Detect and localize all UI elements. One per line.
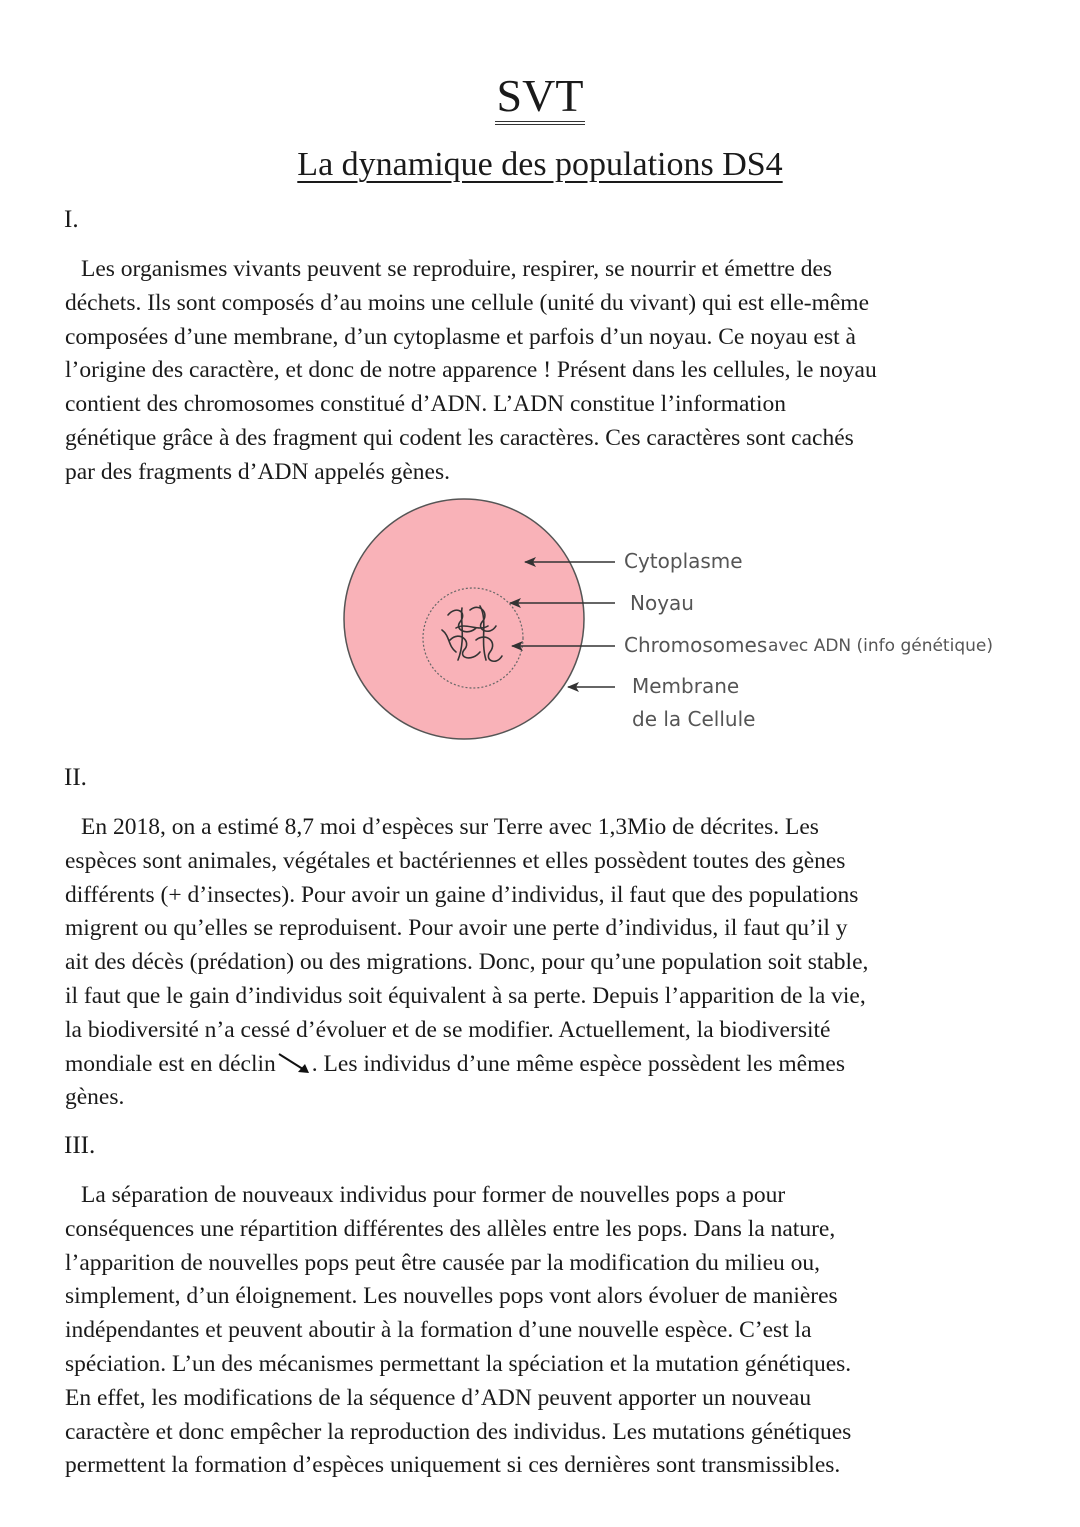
text-line: La séparation de nouveaux individus pour former de nouvelles pops a pour <box>81 1182 786 1208</box>
section-3-paragraph <box>65 1179 1025 1483</box>
label-chromosomes: Chromosomes <box>624 633 768 657</box>
section-heading-3: III. <box>64 1132 96 1159</box>
section-1-paragraph <box>65 253 1025 490</box>
text-line: déchets. Ils sont composés d’au moins une cellule (unité du vivant) qui est elle-même <box>65 289 870 316</box>
section-heading-2: II. <box>64 764 87 791</box>
page-subtitle: La dynamique des populations DS4 <box>297 146 783 183</box>
label-cytoplasme: Cytoplasme <box>624 549 743 573</box>
text-line: Les organismes vivants peuvent se reproduire, respirer, se nourrir et émettre des <box>81 256 833 282</box>
text-line: conséquences une répartition différentes des allèles entre les pops. Dans la nature, <box>65 1215 836 1242</box>
text-line: migrent ou qu’elles se reproduisent. Pour avoir une perte d’individus, il faut qu’il y <box>65 915 848 942</box>
text-line: spéciation. L’un des mécanismes permettant la spéciation et la mutation génétiques. <box>65 1350 852 1377</box>
label-chromosomes-note: avec ADN (info génétique) <box>768 636 993 656</box>
text-line: indépendantes et peuvent aboutir à la formation d’une nouvelle espèce. C’est la <box>65 1317 812 1344</box>
text-line: l’origine des caractère, et donc de notre apparence ! Présent dans les cellules, le noyau <box>65 357 877 384</box>
text-line: composées d’une membrane, d’un cytoplasme et parfois d’un noyau. Ce noyau est à <box>65 323 856 350</box>
text-line: gènes. <box>65 1084 125 1111</box>
section-heading-1: I. <box>64 206 79 233</box>
page-title: SVT <box>0 70 1080 122</box>
label-membrane-line1: Membrane <box>632 674 740 698</box>
text-line: par des fragments d’ADN appelés gènes. <box>65 458 451 485</box>
label-noyau: Noyau <box>630 591 694 615</box>
text-line: génétique grâce à des fragment qui codent les caractères. Ces caractères sont cachés <box>65 424 854 451</box>
section-2-paragraph <box>65 811 1025 1115</box>
text-line: l’apparition de nouvelles pops peut être causée par la modification du milieu ou, <box>65 1249 821 1276</box>
text-line: il faut que le gain d’individus soit équivalent à sa perte. Depuis l’apparition de la vie, <box>65 982 866 1009</box>
text-line: simplement, d’un éloignement. Les nouvelles pops vont alors évoluer de manières <box>65 1283 838 1310</box>
text-line: différents (+ d’insectes). Pour avoir un gaine d’individus, il faut que des populations <box>65 881 859 908</box>
arrow-down-right-icon <box>276 1051 312 1075</box>
text-line-part: . Les individus d’une même espèce possèdent les mêmes <box>311 1050 845 1077</box>
cell-diagram <box>330 490 1050 750</box>
text-line-part: mondiale est en déclin <box>65 1050 276 1077</box>
text-line: En effet, les modifications de la séquence d’ADN peuvent apporter un nouveau <box>65 1384 812 1411</box>
text-line: En 2018, on a estimé 8,7 moi d’espèces sur Terre avec 1,3Mio de décrites. Les <box>81 814 819 840</box>
cell-membrane-circle <box>344 499 584 739</box>
text-line <box>65 1048 1025 1082</box>
text-line: la biodiversité n’a cessé d’évoluer et de se modifier. Actuellement, la biodiversité <box>65 1016 831 1043</box>
label-membrane-line2: de la Cellule <box>632 707 756 731</box>
text-line: caractère et donc empêcher la reproduction des individus. Les mutations génétiques <box>65 1418 852 1445</box>
text-line: espèces sont animales, végétales et bactériennes et elles possèdent toutes des gènes <box>65 847 846 874</box>
text-line: permettent la formation d’espèces uniquement si ces dernières sont transmissibles. <box>65 1452 841 1479</box>
text-line: ait des décès (prédation) ou des migrations. Donc, pour qu’une population soit stable, <box>65 949 869 976</box>
text-line: contient des chromosomes constitué d’ADN. L’ADN constitue l’information <box>65 391 786 418</box>
